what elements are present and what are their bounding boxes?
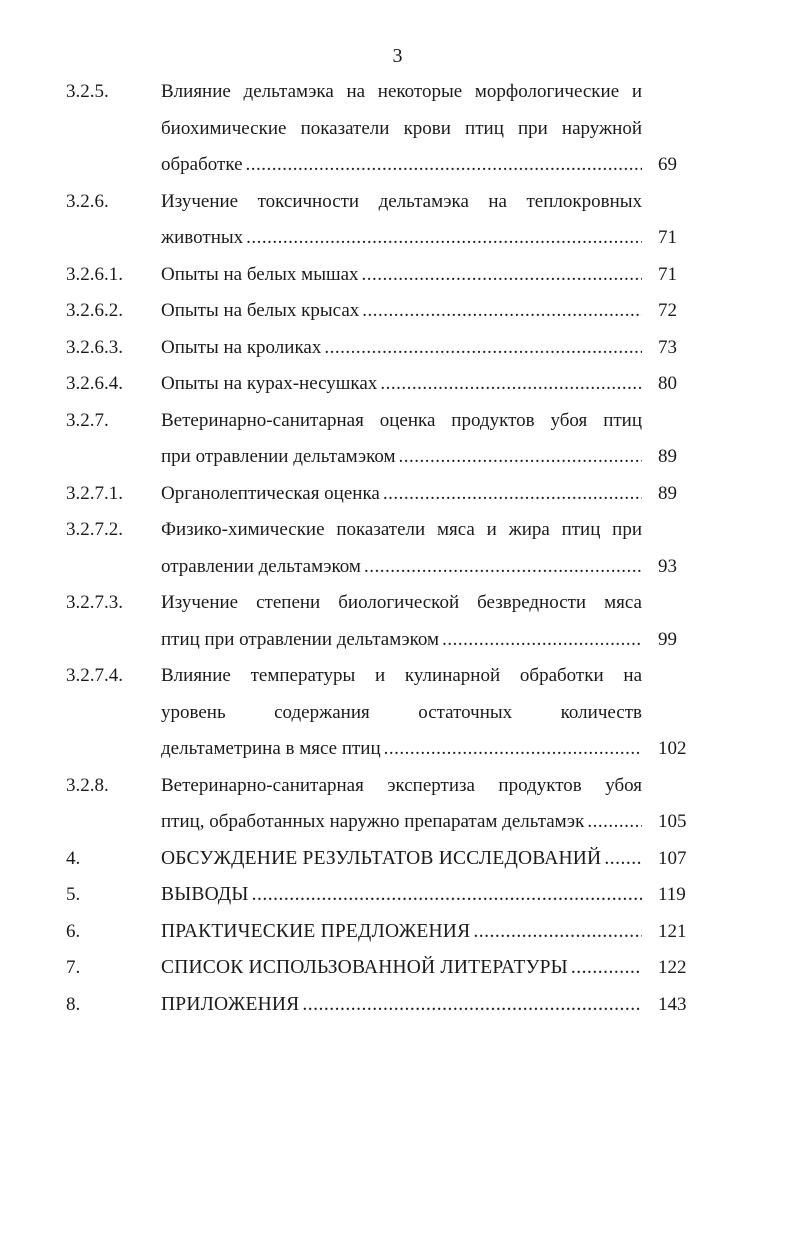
toc-entry-page: 89 <box>658 446 677 467</box>
toc-entry-title-line <box>161 293 642 330</box>
toc-entry-page: 107 <box>658 847 687 869</box>
toc-entry-title-line <box>161 257 642 294</box>
toc-entry-title-line <box>161 768 642 805</box>
leader-dots <box>396 439 642 476</box>
toc-entry-page: 69 <box>658 154 677 175</box>
toc-entry-title-text: Влияние дельтамэка на некоторые морфологические и <box>161 81 642 102</box>
toc-entry[interactable] <box>0 950 795 987</box>
toc-entry-title <box>161 257 642 294</box>
page-number: 3 <box>392 45 403 67</box>
leader-dots <box>377 366 642 403</box>
toc-entry-title-text: отравлении дельтамэком <box>161 555 361 577</box>
toc-entry-title-line <box>161 841 642 878</box>
toc-entry-number: 3.2.7.3. <box>66 592 123 613</box>
toc-entry-title-text: Опыты на курах-несушках <box>161 373 378 394</box>
toc-entry-title-line <box>161 147 642 184</box>
toc-entry-page: 105 <box>658 811 687 832</box>
toc-entry-title-text: Изучение степени биологической безвредности мяса <box>161 592 642 613</box>
toc-entry-title-text: птиц при отравлении дельтамэком <box>161 628 440 650</box>
toc-entry-title-text: СПИСОК ИСПОЛЬЗОВАННОЙ ЛИТЕРАТУРЫ <box>161 957 568 978</box>
toc-entry-title <box>161 658 642 768</box>
toc-entry-title-line <box>161 74 642 111</box>
toc-entry-page: 122 <box>658 957 687 978</box>
toc-entry-title-text: ВЫВОДЫ <box>161 884 249 905</box>
toc-entry-page: 93 <box>658 555 677 577</box>
toc-entry-title-line <box>161 403 642 440</box>
toc-entry-title <box>161 476 642 513</box>
toc-entry[interactable] <box>0 257 795 294</box>
toc-entry-title-text: ПРАКТИЧЕСКИЕ ПРЕДЛОЖЕНИЯ <box>161 920 471 942</box>
toc-entry-title-line <box>161 439 642 476</box>
toc-entry-title-line <box>161 184 642 221</box>
toc-entry[interactable] <box>0 366 795 403</box>
toc-entry-title-line <box>161 622 642 659</box>
toc-entry-title-text: Влияние температуры и кулинарной обработки на <box>161 665 642 686</box>
toc-entry-title-text: Изучение токсичности дельтамэка на теплокровных <box>161 190 642 212</box>
toc-entry-number: 4. <box>66 847 81 869</box>
toc-entry-page: 80 <box>658 373 677 394</box>
leader-dots <box>321 330 642 367</box>
toc-entry-title <box>161 987 642 1024</box>
toc-entry-number: 3.2.5. <box>66 81 109 102</box>
leader-dots <box>584 804 642 841</box>
toc-entry-page: 143 <box>658 993 687 1015</box>
toc-entry[interactable] <box>0 184 795 257</box>
toc-entry-number: 5. <box>66 884 81 905</box>
toc-entry-title-text: Ветеринарно-санитарная оценка продуктов убоя птиц <box>161 409 642 431</box>
toc-entry-title-text: биохимические показатели крови птиц при наружной <box>161 117 642 139</box>
toc-entry[interactable] <box>0 585 795 658</box>
table-of-contents <box>0 74 795 1023</box>
toc-entry-title-line <box>161 549 642 586</box>
toc-entry-number: 3.2.6.1. <box>66 263 123 285</box>
leader-dots <box>381 731 642 768</box>
toc-entry-title-line <box>161 512 642 549</box>
toc-entry-page: 99 <box>658 628 677 650</box>
leader-dots <box>568 950 642 987</box>
leader-dots <box>439 622 642 659</box>
toc-entry-title-text: Органолептическая оценка <box>161 482 380 504</box>
toc-entry-title <box>161 512 642 585</box>
toc-entry-title-text: дельтаметрина в мясе птиц <box>161 738 381 759</box>
toc-entry-title <box>161 585 642 658</box>
toc-entry-title-text: Физико-химические показатели мяса и жира птиц при <box>161 519 642 540</box>
toc-entry-title-line <box>161 658 642 695</box>
toc-entry-title-text: уровень содержания остаточных количеств <box>161 701 642 723</box>
toc-entry-page: 71 <box>658 263 677 285</box>
toc-entry-number: 3.2.7.1. <box>66 482 123 504</box>
leader-dots <box>299 987 642 1024</box>
toc-entry[interactable] <box>0 403 795 476</box>
leader-dots <box>359 293 642 330</box>
toc-entry-title-text: ОБСУЖДЕНИЕ РЕЗУЛЬТАТОВ ИССЛЕДОВАНИЙ <box>161 847 602 869</box>
leader-dots <box>359 257 642 294</box>
toc-entry-number: 3.2.6. <box>66 190 109 212</box>
toc-entry-page: 73 <box>658 336 677 358</box>
toc-entry-title <box>161 293 642 330</box>
toc-entry-title-line <box>161 804 642 841</box>
toc-entry-title <box>161 841 642 878</box>
toc-entry-title <box>161 877 642 914</box>
toc-entry-title-line <box>161 987 642 1024</box>
toc-entry-title-line <box>161 950 642 987</box>
leader-dots <box>243 147 642 184</box>
toc-entry[interactable] <box>0 914 795 951</box>
toc-entry[interactable] <box>0 476 795 513</box>
toc-entry-number: 3.2.7.4. <box>66 665 123 686</box>
toc-entry-number: 3.2.8. <box>66 774 109 796</box>
toc-entry-title <box>161 914 642 951</box>
toc-entry-title-line <box>161 366 642 403</box>
toc-entry[interactable] <box>0 293 795 330</box>
leader-dots <box>243 220 642 257</box>
toc-entry-title-line <box>161 914 642 951</box>
toc-entry-number: 3.2.6.4. <box>66 373 123 394</box>
toc-entry-page: 89 <box>658 482 677 504</box>
toc-entry-title-text: Ветеринарно-санитарная экспертиза продуктов убоя <box>161 774 642 796</box>
toc-entry-number: 6. <box>66 920 81 942</box>
leader-dots <box>361 549 642 586</box>
leader-dots <box>601 841 642 878</box>
toc-entry[interactable] <box>0 877 795 914</box>
toc-entry-title-line <box>161 731 642 768</box>
toc-entry-title <box>161 330 642 367</box>
leader-dots <box>470 914 642 951</box>
toc-entry-title-text: ПРИЛОЖЕНИЯ <box>161 993 300 1015</box>
toc-entry-title-text: животных <box>161 227 244 248</box>
toc-entry-title <box>161 184 642 257</box>
toc-entry[interactable] <box>0 74 795 184</box>
toc-entry[interactable] <box>0 987 795 1024</box>
toc-entry-number: 3.2.7. <box>66 409 109 431</box>
toc-entry-title <box>161 74 642 184</box>
toc-entry-title-text: Опыты на кроликах <box>161 336 322 358</box>
toc-entry[interactable] <box>0 330 795 367</box>
toc-entry-page: 72 <box>658 300 677 321</box>
toc-entry-page: 102 <box>658 738 687 759</box>
toc-entry-title-line <box>161 220 642 257</box>
toc-entry-number: 3.2.7.2. <box>66 519 123 540</box>
toc-entry-title <box>161 403 642 476</box>
toc-entry-title-line <box>161 476 642 513</box>
toc-entry-title-text: Опыты на белых крысах <box>161 300 360 321</box>
leader-dots <box>380 476 642 513</box>
toc-entry-title-text: обработке <box>161 154 243 175</box>
toc-entry-title-line <box>161 111 642 148</box>
toc-entry[interactable] <box>0 658 795 768</box>
toc-entry-page: 121 <box>658 920 687 942</box>
toc-entry-title <box>161 950 642 987</box>
toc-entry[interactable] <box>0 768 795 841</box>
toc-entry-title <box>161 366 642 403</box>
toc-entry-page: 119 <box>658 884 686 905</box>
toc-entry-title-text: Опыты на белых мышах <box>161 263 359 285</box>
toc-entry[interactable] <box>0 512 795 585</box>
toc-entry-title-line <box>161 330 642 367</box>
toc-entry-number: 3.2.6.3. <box>66 336 123 358</box>
toc-entry-number: 7. <box>66 957 81 978</box>
toc-entry-page: 71 <box>658 227 677 248</box>
toc-entry-title-line <box>161 585 642 622</box>
toc-entry-title-text: птиц, обработанных наружно препаратам дельтамэк <box>161 811 585 832</box>
toc-entry[interactable] <box>0 841 795 878</box>
toc-entry-title-line <box>161 695 642 732</box>
leader-dots <box>249 877 642 914</box>
toc-entry-title <box>161 768 642 841</box>
toc-entry-title-text: при отравлении дельтамэком <box>161 446 396 467</box>
toc-entry-title-line <box>161 877 642 914</box>
toc-entry-number: 3.2.6.2. <box>66 300 123 321</box>
toc-entry-number: 8. <box>66 993 81 1015</box>
